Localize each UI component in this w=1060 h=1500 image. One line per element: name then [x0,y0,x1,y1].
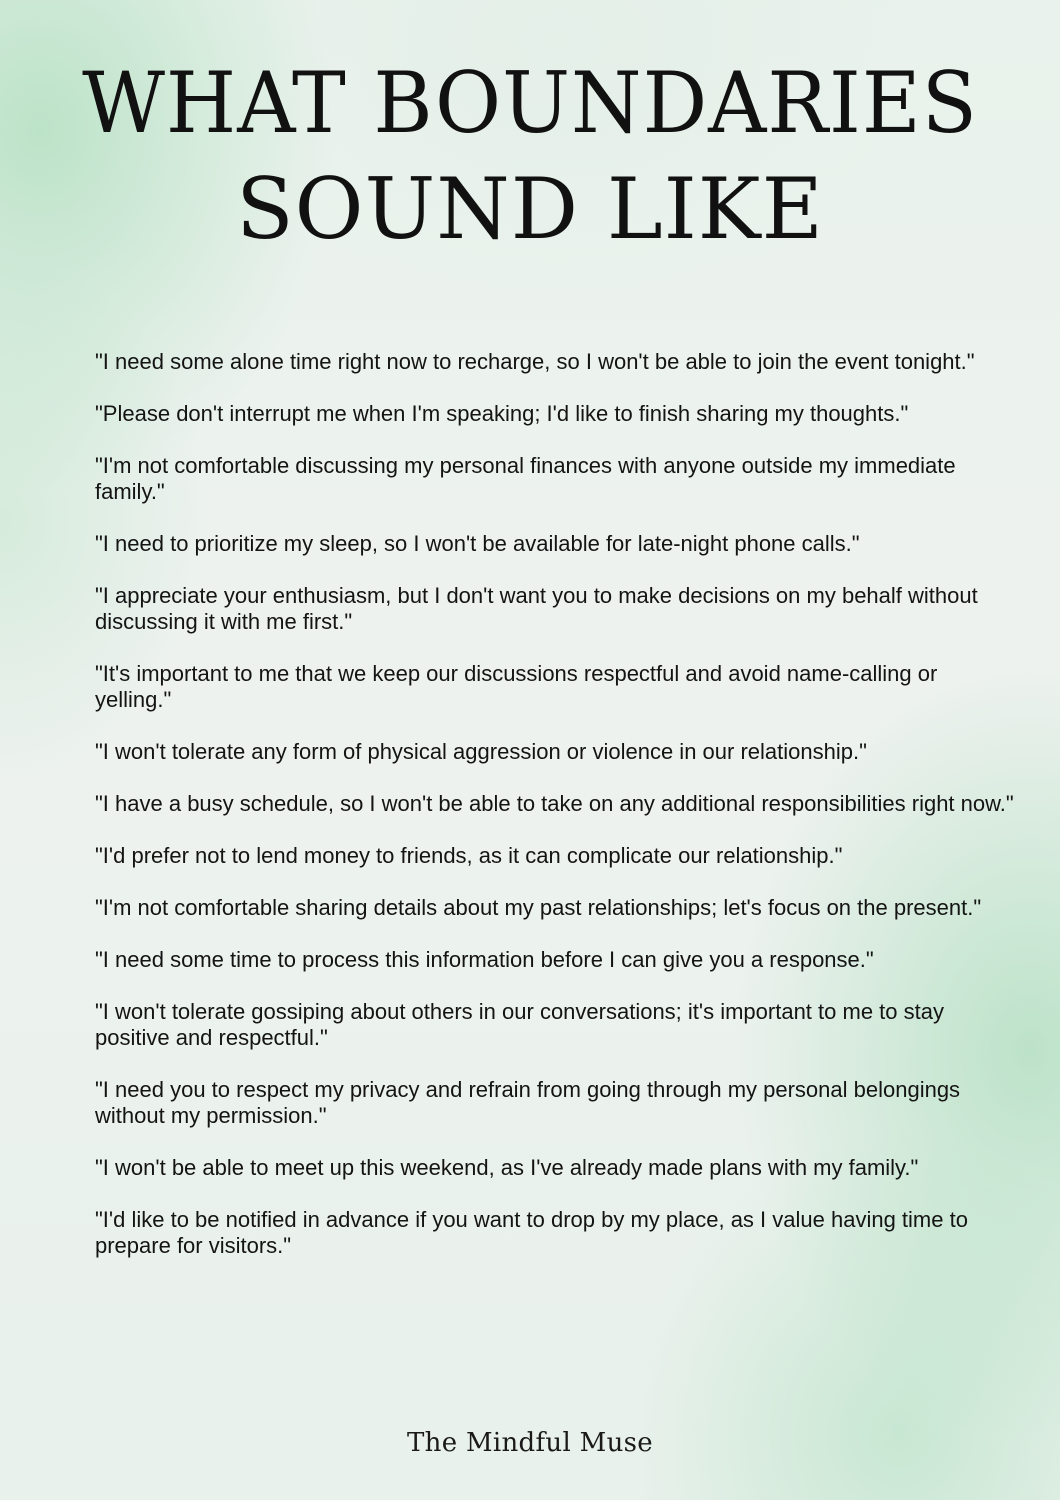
boundary-quote: "I need some time to process this information before I can give you a response." [95,947,874,972]
boundary-quote: "I appreciate your enthusiasm, but I don't want you to make decisions on my behalf without discussing it with me first." [95,583,978,634]
brand-signature: The Mindful Muse [407,1428,653,1458]
boundary-quote-list [95,349,1015,1285]
boundary-quote: "I won't be able to meet up this weekend, as I've already made plans with my family." [95,1155,919,1180]
boundary-quote: "I need some alone time right now to recharge, so I won't be able to join the event tonight." [95,349,975,374]
boundary-quote: "I'm not comfortable discussing my personal finances with anyone outside my immediate family." [95,453,956,504]
title-line-1: WHAT BOUNDARIES [82,54,978,152]
boundary-quote: "I won't tolerate any form of physical aggression or violence in our relationship." [95,739,867,764]
boundary-quote: "I need you to respect my privacy and refrain from going through my personal belongings without my permission." [95,1077,961,1128]
boundary-quote: "I'm not comfortable sharing details about my past relationships; let's focus on the present." [95,895,982,920]
boundary-quote: "I won't tolerate gossiping about others in our conversations; it's important to me to stay positive and respectful." [95,999,944,1050]
title-line-2: SOUND LIKE [236,160,824,258]
boundary-quote: "I'd prefer not to lend money to friends, as it can complicate our relationship." [95,843,843,868]
boundary-quote: "I'd like to be notified in advance if you want to drop by my place, as I value having time to prepare for visitors." [95,1207,968,1258]
boundary-quote: "It's important to me that we keep our discussions respectful and avoid name-calling or yelling." [95,661,938,712]
boundary-quote: "Please don't interrupt me when I'm speaking; I'd like to finish sharing my thoughts." [95,401,909,426]
page-title [0,50,1060,262]
boundary-quote: "I have a busy schedule, so I won't be able to take on any additional responsibilities right now." [95,791,1014,816]
boundary-quote: "I need to prioritize my sleep, so I won't be available for late-night phone calls." [95,531,860,556]
